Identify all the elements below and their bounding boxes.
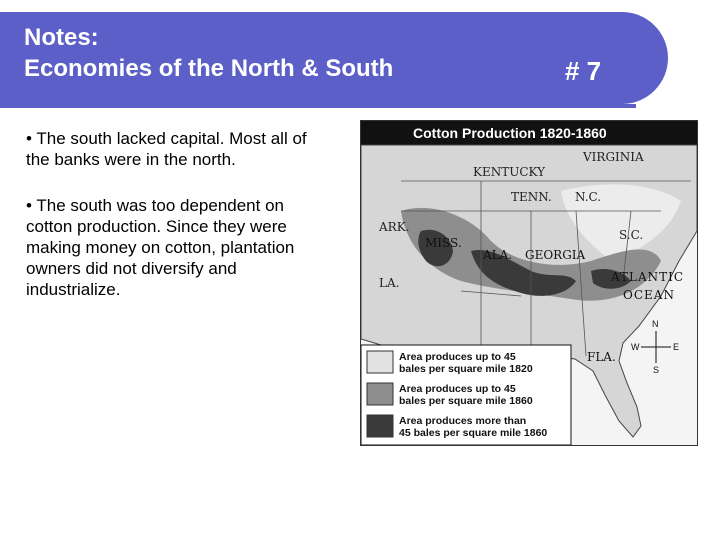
cotton-production-map bbox=[360, 120, 698, 446]
label-virginia: VIRGINIA bbox=[583, 150, 644, 164]
legend-label: bales per square mile 1860 bbox=[399, 395, 533, 407]
label-fla: FLA. bbox=[587, 350, 616, 364]
label-ocean-line-2: OCEAN bbox=[623, 288, 675, 302]
slide-title bbox=[24, 22, 393, 84]
title-line-2: Economies of the North & South bbox=[24, 55, 394, 82]
title-line-1: Notes: bbox=[24, 24, 99, 51]
label-kentucky: KENTUCKY bbox=[473, 165, 546, 179]
bullet-item: • The south lacked capital. Most all of the banks were in the north. bbox=[26, 129, 307, 169]
bullet-item: • The south was too dependent on cotton production. Since they were making money on cotton, plantation owners did not diversify and industrialize. bbox=[26, 196, 295, 299]
svg-text:S: S bbox=[653, 365, 660, 375]
label-ark: ARK. bbox=[379, 220, 410, 234]
map-graphic bbox=[361, 121, 697, 445]
legend-label: bales per square mile 1820 bbox=[399, 363, 533, 375]
svg-text:E: E bbox=[673, 342, 680, 352]
label-la: LA. bbox=[379, 276, 400, 290]
label-sc: S.C. bbox=[619, 228, 644, 242]
bullet-list bbox=[26, 128, 326, 325]
legend-label: Area produces more than bbox=[399, 415, 527, 427]
legend-swatch bbox=[367, 351, 393, 373]
label-ocean-line-1: ATLANTIC bbox=[611, 270, 685, 284]
svg-text:N: N bbox=[652, 319, 659, 329]
legend-label: Area produces up to 45 bbox=[399, 383, 516, 395]
map-title: Cotton Production 1820-1860 bbox=[413, 125, 607, 141]
legend-swatch bbox=[367, 383, 393, 405]
legend-swatch bbox=[367, 415, 393, 437]
label-nc: N.C. bbox=[575, 190, 602, 204]
label-miss: MISS. bbox=[425, 236, 462, 250]
legend-label: 45 bales per square mile 1860 bbox=[399, 427, 548, 439]
label-georgia: GEORGIA bbox=[525, 248, 586, 262]
label-ala: ALA. bbox=[483, 248, 513, 262]
label-tenn: TENN. bbox=[511, 190, 552, 204]
slide-number: # 7 bbox=[565, 56, 602, 86]
legend-label: Area produces up to 45 bbox=[399, 351, 516, 363]
svg-text:W: W bbox=[631, 342, 640, 352]
